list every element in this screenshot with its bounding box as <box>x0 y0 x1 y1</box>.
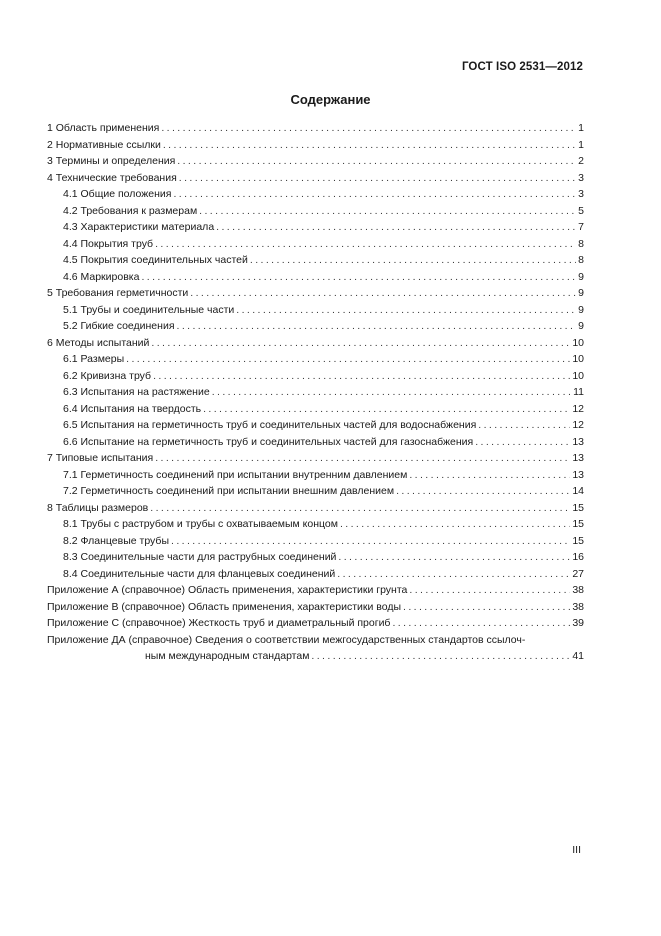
toc-entry-page: 13 <box>572 468 584 481</box>
toc-entry-title: 5.1 Трубы и соединительные части <box>63 303 235 316</box>
toc-entry[interactable] <box>47 252 584 269</box>
toc-entry-title: 1 Область применения <box>47 122 160 134</box>
toc-entry[interactable] <box>47 335 584 352</box>
toc-entry-title: 8.4 Соединительные части для фланцевых соединений <box>63 567 336 580</box>
toc-dot-leader <box>190 285 576 302</box>
toc-entry[interactable] <box>47 153 584 170</box>
toc-entry-page: 13 <box>572 452 584 464</box>
toc-entry[interactable] <box>47 450 584 467</box>
toc-entry[interactable] <box>47 203 584 220</box>
toc-entry-page: 9 <box>578 303 584 316</box>
toc-dot-leader <box>311 648 570 665</box>
toc-entry[interactable] <box>47 401 584 418</box>
toc-entry[interactable] <box>47 500 584 517</box>
toc-entry-page: 1 <box>578 138 584 151</box>
toc-entry-page: 8 <box>578 254 584 266</box>
toc-dot-leader <box>141 269 576 286</box>
toc-entry[interactable] <box>47 318 584 335</box>
toc-entry-page: 12 <box>572 402 584 415</box>
toc-entry-page: 38 <box>572 584 584 596</box>
toc-entry[interactable] <box>47 186 584 203</box>
toc-entry-title: 8.1 Трубы с раструбом и трубы с охватываемым концом <box>63 518 338 530</box>
toc-dot-leader <box>396 483 570 500</box>
toc-entry-page: 9 <box>578 287 584 299</box>
toc-entry-title: 2 Нормативные ссылки <box>47 138 161 151</box>
toc-entry-page: 16 <box>572 551 584 563</box>
toc-entry[interactable] <box>47 582 584 599</box>
toc-entry-page: 27 <box>572 567 584 580</box>
toc-entry-title: 4.4 Покрытия труб <box>63 237 154 250</box>
toc-entry[interactable] <box>47 219 584 236</box>
toc-entry[interactable] <box>47 285 584 302</box>
toc-entry-page: 39 <box>572 617 584 629</box>
toc-entry[interactable] <box>47 599 584 616</box>
toc-entry-page: 15 <box>572 518 584 530</box>
toc-entry-title: 6.1 Размеры <box>63 353 125 365</box>
toc-entry-title: 5 Требования герметичности <box>47 287 189 299</box>
toc-entry[interactable] <box>47 549 584 566</box>
toc-dot-leader <box>236 302 576 319</box>
toc-entry-title: 4.1 Общие положения <box>63 188 172 200</box>
toc-entry-page: 8 <box>578 237 584 250</box>
toc-entry-title: Приложение ДА (справочное) Сведения о соответствии межгосударственных стандартов ссылоч- <box>47 633 526 646</box>
toc-dot-leader <box>216 219 576 236</box>
toc-entry[interactable] <box>47 368 584 385</box>
toc-entry-page: 3 <box>578 188 584 200</box>
toc-entry-title: 4.3 Характеристики материала <box>63 221 215 233</box>
toc-entry-page: 10 <box>572 353 584 365</box>
toc-entry[interactable] <box>47 566 584 583</box>
table-of-contents <box>47 120 584 665</box>
toc-entry-title: Приложение А (справочное) Область применения, характеристики грунта <box>47 584 408 596</box>
toc-entry-title: 7.2 Герметичность соединений при испытании внешним давлением <box>63 485 395 497</box>
toc-dot-leader <box>475 434 570 451</box>
toc-entry-page: 38 <box>572 600 584 613</box>
toc-entry-title: 7 Типовые испытания <box>47 452 154 464</box>
toc-entry[interactable] <box>47 351 584 368</box>
toc-entry[interactable] <box>47 516 584 533</box>
toc-entry-page: 14 <box>572 485 584 497</box>
toc-entry-page: 41 <box>572 650 584 662</box>
toc-entry-title: 4.2 Требования к размерам <box>63 204 198 217</box>
toc-entry[interactable] <box>47 269 584 286</box>
toc-entry[interactable] <box>47 120 584 137</box>
toc-entry-title: 4.5 Покрытия соединительных частей <box>63 254 248 266</box>
toc-entry-title: Приложение В (справочное) Область применения, характеристики воды <box>47 600 402 613</box>
toc-entry[interactable] <box>47 170 584 187</box>
toc-entry-page: 10 <box>572 336 584 349</box>
toc-dot-leader <box>250 252 576 269</box>
toc-entry-page: 9 <box>578 270 584 283</box>
toc-entry-title: 4.6 Маркировка <box>63 270 140 283</box>
toc-entry-title: ным международным стандартам <box>145 650 310 662</box>
toc-entry[interactable] <box>47 236 584 253</box>
toc-entry[interactable] <box>47 467 584 484</box>
toc-dot-leader <box>199 203 576 220</box>
toc-dot-leader <box>177 318 577 335</box>
toc-entry[interactable] <box>47 632 584 649</box>
toc-entry-title: Приложение С (справочное) Жесткость труб и диаметральный прогиб <box>47 617 391 629</box>
toc-entry-title: 6.6 Испытание на герметичность труб и соединительных частей для газоснабжения <box>63 435 474 448</box>
document-designation: ГОСТ ISO 2531—2012 <box>461 61 583 73</box>
toc-dot-leader <box>340 516 570 533</box>
toc-dot-leader <box>337 566 570 583</box>
toc-dot-leader <box>155 236 576 253</box>
toc-dot-leader <box>392 615 570 632</box>
toc-dot-leader <box>150 500 570 517</box>
toc-dot-leader <box>212 384 571 401</box>
toc-entry[interactable] <box>47 648 584 665</box>
toc-entry-title: 6.4 Испытания на твердость <box>63 402 202 415</box>
toc-entry[interactable] <box>47 533 584 550</box>
toc-entry-page: 15 <box>572 534 584 547</box>
page-title: Содержание <box>290 92 371 107</box>
toc-dot-leader <box>161 120 576 137</box>
toc-entry-page: 7 <box>578 221 584 233</box>
toc-entry-page: 5 <box>578 204 584 217</box>
toc-dot-leader <box>409 467 570 484</box>
toc-entry-title: 8 Таблицы размеров <box>47 501 149 514</box>
toc-dot-leader <box>173 186 576 203</box>
toc-entry[interactable] <box>47 483 584 500</box>
toc-entry-page: 1 <box>578 122 584 134</box>
toc-dot-leader <box>179 170 576 187</box>
toc-entry-title: 6.3 Испытания на растяжение <box>63 386 210 398</box>
page-number: III <box>572 844 581 856</box>
toc-dot-leader <box>155 450 570 467</box>
toc-dot-leader <box>409 582 570 599</box>
toc-entry-title: 6 Методы испытаний <box>47 336 150 349</box>
toc-entry[interactable] <box>47 434 584 451</box>
toc-entry-page: 11 <box>573 386 584 398</box>
toc-entry-title: 6.5 Испытания на герметичность труб и соединительных частей для водоснабжения <box>63 419 477 431</box>
toc-entry-page: 15 <box>572 501 584 514</box>
toc-dot-leader <box>153 368 570 385</box>
toc-entry-title: 8.2 Фланцевые трубы <box>63 534 169 547</box>
toc-dot-leader <box>177 153 576 170</box>
toc-entry-title: 4 Технические требования <box>47 171 177 184</box>
toc-entry-page: 9 <box>578 320 584 332</box>
toc-dot-leader <box>338 549 570 566</box>
toc-entry-title: 8.3 Соединительные части для раструбных соединений <box>63 551 337 563</box>
toc-entry[interactable] <box>47 137 584 154</box>
toc-dot-leader <box>171 533 570 550</box>
toc-entry-page: 12 <box>572 419 584 431</box>
toc-dot-leader <box>163 137 576 154</box>
toc-entry-title: 5.2 Гибкие соединения <box>63 320 175 332</box>
toc-entry-page: 13 <box>572 435 584 448</box>
toc-entry[interactable] <box>47 384 584 401</box>
toc-dot-leader <box>151 335 570 352</box>
toc-entry-page: 3 <box>578 171 584 184</box>
toc-dot-leader <box>126 351 570 368</box>
toc-dot-leader <box>478 417 570 434</box>
toc-entry-title: 7.1 Герметичность соединений при испытании внутренним давлением <box>63 468 408 481</box>
toc-entry-page: 10 <box>572 369 584 382</box>
toc-dot-leader <box>203 401 570 418</box>
toc-entry[interactable] <box>47 417 584 434</box>
toc-dot-leader <box>403 599 570 616</box>
toc-entry-page: 2 <box>578 155 584 167</box>
toc-entry[interactable] <box>47 302 584 319</box>
toc-entry-title: 3 Термины и определения <box>47 155 176 167</box>
toc-entry-title: 6.2 Кривизна труб <box>63 369 152 382</box>
toc-entry[interactable] <box>47 615 584 632</box>
